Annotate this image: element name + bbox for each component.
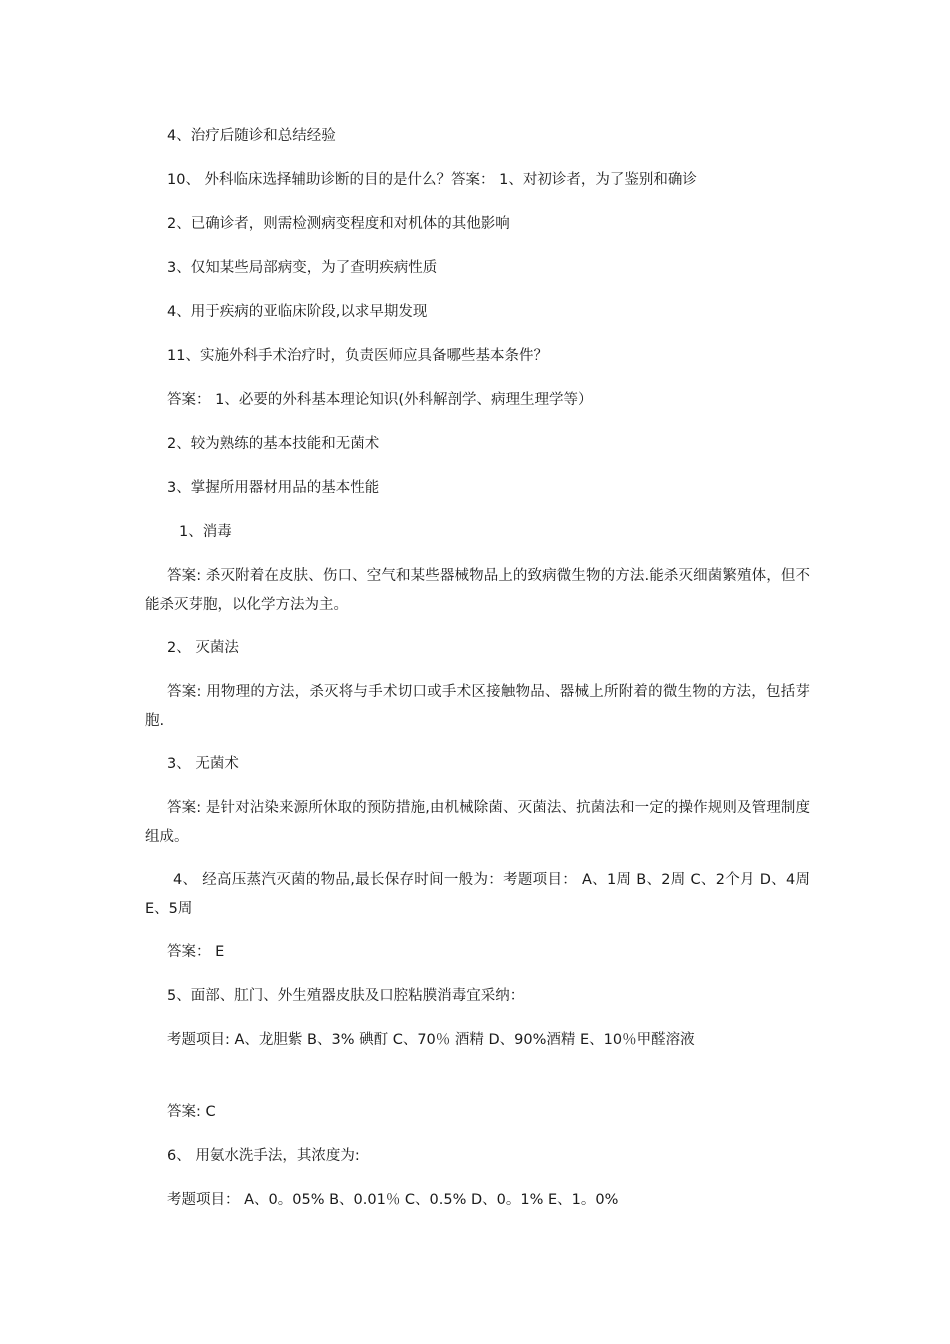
answer-item-2: 2、已确诊者，则需检测病变程度和对机体的其他影响 [167,216,510,232]
answer-item-4b: 4、用于疾病的亚临床阶段,以求早期发现 [167,304,428,320]
term-heading-aseptic: 3、 无菌术 [167,756,239,772]
answer-aseptic: 答案: 是针对沾染来源所休取的预防措施,由机械除菌、灭菌法、抗菌法和一定的操作规则及管理制度组成。 [145,800,810,845]
answer-11-item-3: 3、掌握所用器材用品的基本性能 [167,480,380,496]
question-5: 5、面部、肛门、外生殖器皮肤及口腔粘膜消毒宜采纳： [167,988,525,1004]
answer-sterilization: 答案: 用物理的方法，杀灭将与手术切口或手术区接触物品、器械上所附着的微生物的方法，包括芽胞. [145,684,810,729]
answer-4: 答案： E [167,944,225,960]
answer-11-item-1: 答案： 1、必要的外科基本理论知识(外科解剖学、病理生理学等） [167,392,593,408]
options-6: 考题项目： A、0。05% B、0.01％ C、0.5% D、0。1% E、1。0% [167,1192,619,1208]
question-10: 10、 外科临床选择辅助诊断的目的是什么？答案： 1、对初诊者，为了鉴别和确诊 [167,172,697,188]
question-4: 4、 经高压蒸汽灭菌的物品,最长保存时间一般为：考题项目： A、1周 B、2周 C、2个月 D、4周 E、5周 [145,872,810,917]
term-heading-disinfection: 1、消毒 [179,524,232,540]
answer-11-item-2: 2、较为熟练的基本技能和无菌术 [167,436,380,452]
term-heading-sterilization: 2、 灭菌法 [167,640,239,656]
answer-disinfection: 答案: 杀灭附着在皮肤、伤口、空气和某些器械物品上的致病微生物的方法.能杀灭细菌繁殖体，但不能杀灭芽胞，以化学方法为主。 [145,568,810,613]
answer-5: 答案: C [167,1104,216,1120]
answer-item-3: 3、仅知某些局部病变，为了查明疾病性质 [167,260,438,276]
question-6: 6、 用氨水洗手法，其浓度为: [167,1148,360,1164]
answer-item-4: 4、治疗后随诊和总结经验 [167,128,336,144]
options-5: 考题项目: A、龙胆紫 B、3% 碘酊 C、70％ 酒精 D、90%酒精 E、10％甲醛溶液 [167,1032,695,1048]
question-11: 11、实施外科手术治疗时，负责医师应具备哪些基本条件？ [167,348,548,364]
